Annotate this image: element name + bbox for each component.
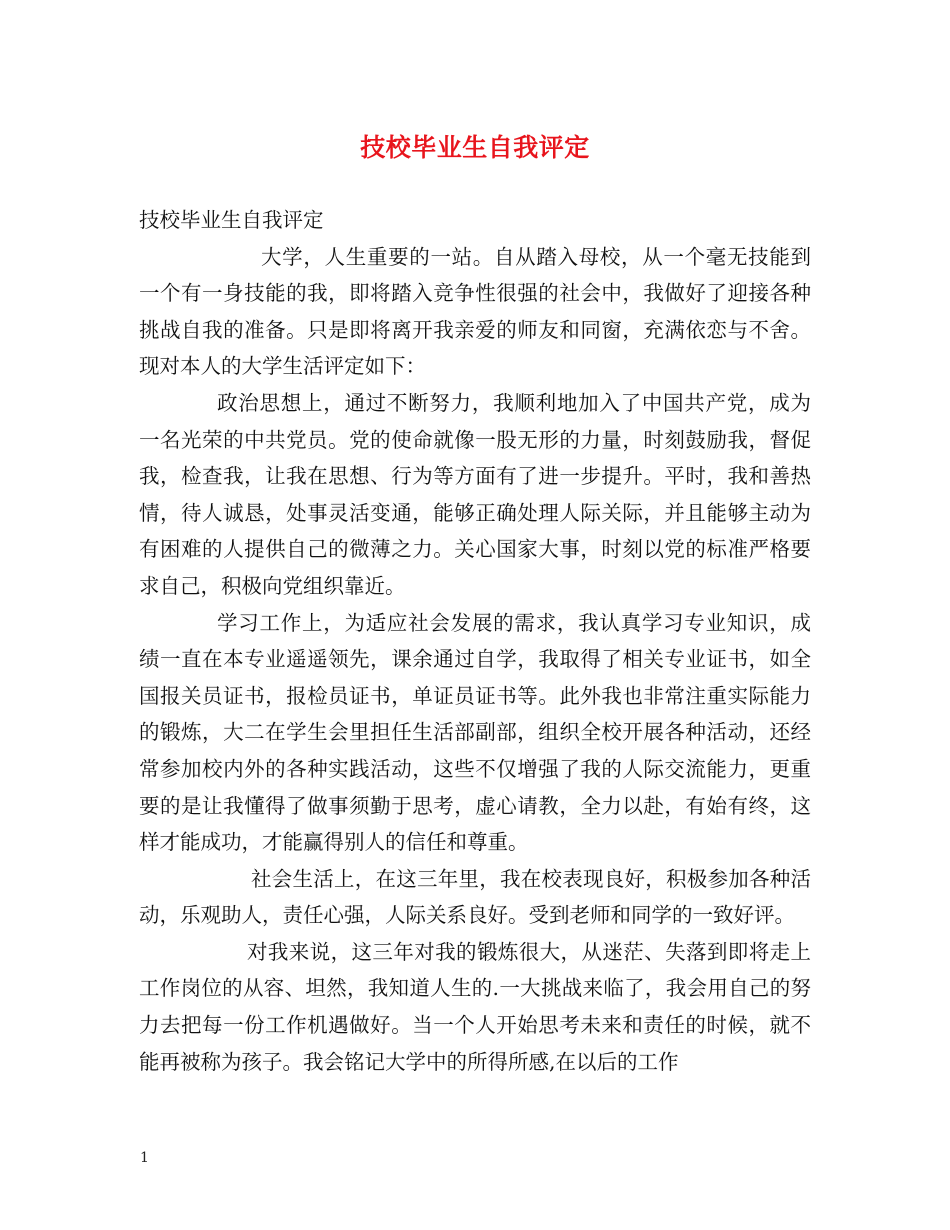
paragraph-social-life: 社会生活上，在这三年里，我在校表现良好，积极参加各种活动，乐观助人，责任心强，人际关系良好。受到老师和同学的一致好评。 [139, 866, 811, 928]
paragraph-intro: 大学，人生重要的一站。自从踏入母校，从一个毫无技能到一个有一身技能的我，即将踏入竞争性很强的社会中，我做好了迎接各种挑战自我的准备。只是即将离开我亲爱的师友和同窗，充满依恋与不舍。现对本人的大学生活评定如下： [139, 244, 811, 379]
document-subtitle: 技校毕业生自我评定 [139, 208, 324, 232]
document-title: 技校毕业生自我评定 [360, 133, 590, 162]
paragraph-political: 政治思想上，通过不断努力，我顺利地加入了中国共产党，成为一名光荣的中共党员。党的使命就像一股无形的力量，时刻鼓励我，督促我，检查我，让我在思想、行为等方面有了进一步提升。平时，我和善热情，待人诚恳，处事灵活变通，能够正确处理人际关际，并且能够主动为有困难的人提供自己的微薄之力。关心国家大事，时刻以党的标准严格要求自己，积极向党组织靠近。 [139, 390, 811, 598]
paragraph-study-work: 学习工作上，为适应社会发展的需求，我认真学习专业知识，成绩一直在本专业遥遥领先，课余通过自学，我取得了相关专业证书，如全国报关员证书，报检员证书，单证员证书等。此外我也非常注重实际能力的锻炼，大二在学生会里担任生活部副部，组织全校开展各种活动，还经常参加校内外的各种实践活动，这些不仅增强了我的人际交流能力，更重要的是让我懂得了做事须勤于思考，虚心请教，全力以赴，有始有终，这样才能成功，才能赢得别人的信任和尊重。 [139, 610, 811, 855]
paragraph-conclusion: 对我来说，这三年对我的锻炼很大，从迷茫、失落到即将走上工作岗位的从容、坦然，我知道人生的.一大挑战来临了，我会用自己的努力去把每一份工作机遇做好。当一个人开始思考未来和责任的时候，就不能再被称为孩子。我会铭记大学中的所得所感,在以后的工作 [139, 939, 811, 1074]
document-body [139, 202, 811, 1080]
page-number: 1 [140, 1150, 149, 1166]
